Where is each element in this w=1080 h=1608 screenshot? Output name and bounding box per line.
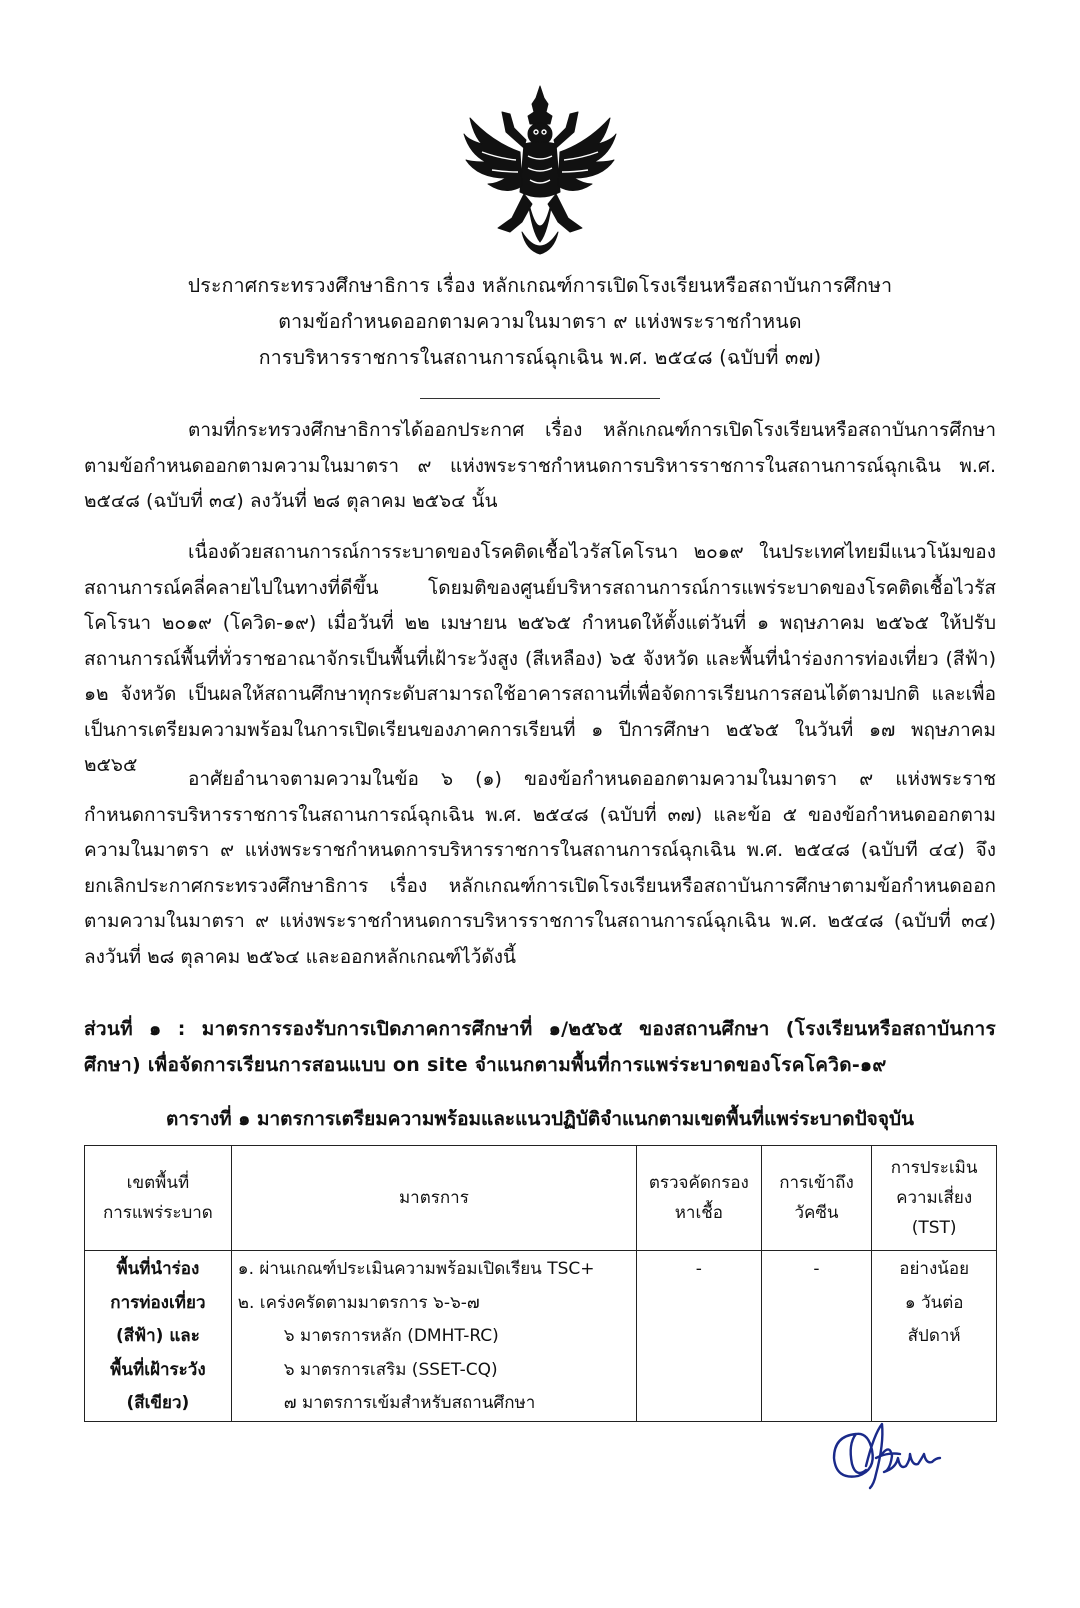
header-risk-assessment: การประเมิน ความเสี่ยง (TST) <box>872 1146 997 1251</box>
title-line: ตามข้อกำหนดออกตามความในมาตรา ๙ แห่งพระราชกำหนด <box>278 310 802 333</box>
title-line: การบริหารราชการในสถานการณ์ฉุกเฉิน พ.ศ. ๒๕๔๘ (ฉบับที่ ๓๗) <box>258 346 822 369</box>
paragraph-text: อาศัยอำนาจตามความในข้อ ๖ (๑) ของข้อกำหนดออกตามความในมาตรา ๙ แห่งพระราชกำหนดการบริหารราชการในสถานการณ์ฉุกเฉิน พ.ศ. ๒๕๔๘ (ฉบับที่ ๓๗) และข้อ ๕ ของข้อกำหนดออกตามความในมาตรา ๙ แห่งพระราชกำหนดการบริหารราชการในสถานการณ์ฉุกเฉิน พ.ศ. ๒๕๔๘ (ฉบับที ๔๔) จึงยกเลิกประกาศกระทรวงศึกษาธิการ เรื่อง หลักเกณฑ์การเปิดโรงเรียนหรือสถาบันการศึกษาตามข้อกำหนดออกตามความในมาตรา ๙ แห่งพระราชกำหนดการบริหารราชการในสถานการณ์ฉุกเฉิน พ.ศ. ๒๕๔๘ (ฉบับที่ ๓๔) ลงวันที่ ๒๘ ตุลาคม ๒๕๖๔ และออกหลักเกณฑ์ไว้ดังนี้ <box>84 768 996 968</box>
measure-item: ๑. ผ่านเกณฑ์ประเมินความพร้อมเปิดเรียน TSC+ <box>237 1259 595 1279</box>
header-measures: มาตรการ <box>231 1146 636 1251</box>
paragraph-text: ตามที่กระทรวงศึกษาธิการได้ออกประกาศ เรื่อง หลักเกณฑ์การเปิดโรงเรียนหรือสถาบันการศึกษา ตามข้อกำหนดออกตามความในมาตรา ๙ แห่งพระราชกำหนดการบริหารราชการในสถานการณ์ฉุกเฉิน พ.ศ. ๒๕๔๘ (ฉบับที่ ๓๔) ลงวันที่ ๒๘ ตุลาคม ๒๕๖๔ นั้น <box>84 419 996 512</box>
paragraph-text: เนื่องด้วยสถานการณ์การระบาดของโรคติดเชื้อไวรัสโคโรนา ๒๐๑๙ ในประเทศไทยมีแนวโน้มของสถานการณ์คลี่คลายไปในทางที่ดีขึ้น โดยมติของศูนย์บริหารสถานการณ์การแพร่ระบาดของโรคติดเชื้อไวรัสโคโรนา ๒๐๑๙ (โควิด-๑๙) เมื่อวันที่ ๒๒ เมษายน ๒๕๖๕ กำหนดให้ตั้งแต่วันที่ ๑ พฤษภาคม ๒๕๖๕ ให้ปรับสถานการณ์พื้นที่ทั่วราชอาณาจักรเป็นพื้นที่เฝ้าระวังสูง (สีเหลือง) ๖๕ จังหวัด และพื้นที่นำร่องการท่องเที่ยว (สีฟ้า) ๑๒ จังหวัด เป็นผลให้สถานศึกษาทุกระดับสามารถใช้อาคารสถานที่เพื่อจัดการเรียนการสอนได้ตามปกติ และเพื่อเป็นการเตรียมความพร้อมในการเปิดเรียนของภาคการเรียนที่ ๑ ปีการศึกษา ๒๕๖๕ ในวันที่ ๑๗ พฤษภาคม ๒๕๖๕ <box>84 541 996 776</box>
table-row <box>85 1251 997 1422</box>
sub-measure-item: ๖ มาตรการเสริม (SSET-CQ) <box>283 1359 498 1380</box>
risk-assessment-cell: อย่างน้อย ๑ วันต่อ สัปดาห์ <box>872 1251 997 1422</box>
table-caption: ตารางที่ ๑ มาตรการเตรียมความพร้อมและแนวปฏิบัติจำแนกตามเขตพื้นที่แพร่ระบาดปัจจุบัน <box>166 1108 914 1130</box>
section-heading: ส่วนที่ ๑ : มาตรการรองรับการเปิดภาคการศึกษาที่ ๑/๒๕๖๕ ของสถานศึกษา (โรงเรียนหรือสถาบันการศึกษา) เพื่อจัดการเรียนการสอนแบบ on site จำแนกตามพื้นที่การแพร่ระบาดของโรคโควิด-๑๙ <box>84 1018 996 1076</box>
header-vaccine: การเข้าถึง วัคซีน <box>761 1146 872 1251</box>
body-paragraph-3 <box>84 762 996 975</box>
header-zone: เขตพื้นที่ การแพร่ระบาด <box>85 1146 232 1251</box>
sub-measure-item: ๖ มาตรการหลัก (DMHT-RC) <box>283 1326 499 1346</box>
garuda-emblem-icon <box>462 82 618 260</box>
table-header-row <box>85 1146 997 1251</box>
measures-table <box>84 1145 997 1422</box>
announcement-title <box>0 268 1080 376</box>
measures-cell <box>231 1251 636 1422</box>
body-paragraph-1 <box>84 413 996 520</box>
body-paragraph-2 <box>84 535 996 784</box>
header-screening: ตรวจคัดกรอง หาเชื้อ <box>637 1146 762 1251</box>
screening-cell: - <box>637 1251 762 1422</box>
sub-measure-item: ๗ มาตรการเข้มสำหรับสถานศึกษา <box>283 1393 536 1413</box>
title-line: ประกาศกระทรวงศึกษาธิการ เรื่อง หลักเกณฑ์การเปิดโรงเรียนหรือสถาบันการศึกษา <box>187 274 893 297</box>
handwritten-signature-icon <box>826 1414 946 1492</box>
measure-item: ๒. เคร่งครัดตามมาตรการ ๖-๖-๗ <box>237 1292 480 1313</box>
title-divider <box>420 398 660 399</box>
zone-cell: พื้นที่นำร่อง การท่องเที่ยว (สีฟ้า) และ พื้นที่เฝ้าระวัง (สีเขียว) <box>85 1251 232 1422</box>
vaccine-cell: - <box>761 1251 872 1422</box>
